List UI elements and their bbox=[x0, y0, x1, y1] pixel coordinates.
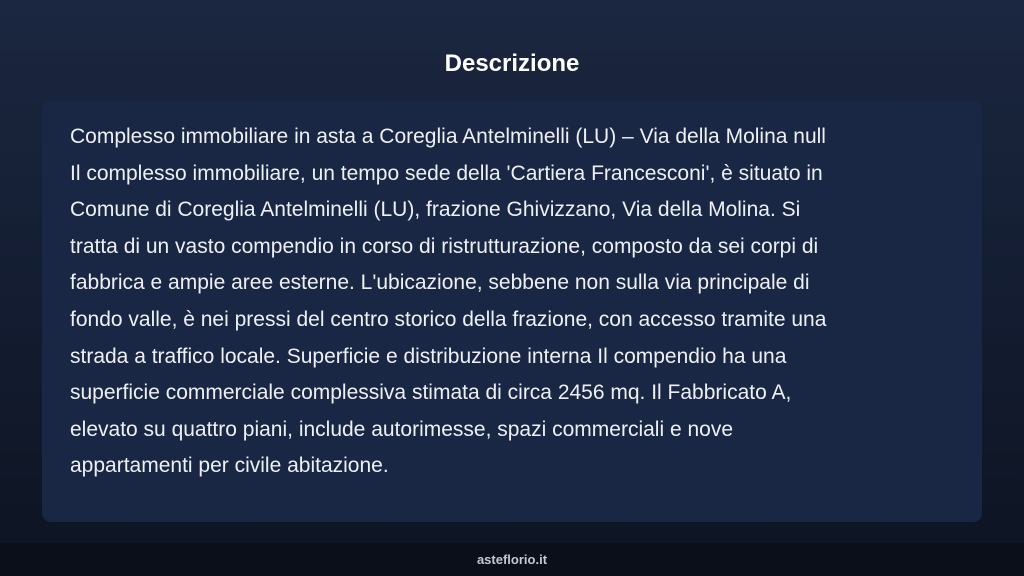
description-line: fabbrica e ampie aree esterne. L'ubicazione, sebbene non sulla via principale di bbox=[70, 271, 810, 295]
description-line: tratta di un vasto compendio in corso di ristrutturazione, composto da sei corpi di bbox=[70, 234, 819, 258]
description-line: appartamenti per civile abitazione. bbox=[70, 454, 389, 478]
footer-site-label: asteflorio.it bbox=[476, 552, 548, 567]
description-line: fondo valle, è nei pressi del centro storico della frazione, con accesso tramite una bbox=[70, 307, 827, 331]
description-card bbox=[42, 101, 982, 522]
description-line: elevato su quattro piani, include autorimesse, spazi commerciali e nove bbox=[70, 417, 734, 441]
description-line: Complesso immobiliare in asta a Coreglia Antelminelli (LU) – Via della Molina null bbox=[70, 125, 826, 148]
description-text bbox=[70, 119, 956, 485]
footer-bar bbox=[0, 543, 1024, 576]
description-line: superficie commerciale complessiva stimata di circa 2456 mq. Il Fabbricato A, bbox=[70, 381, 792, 405]
description-line: Comune di Coreglia Antelminelli (LU), frazione Ghivizzano, Via della Molina. Si bbox=[70, 198, 801, 222]
page-title: Descrizione bbox=[444, 50, 580, 77]
description-line: strada a traffico locale. Superficie e distribuzione interna Il compendio ha una bbox=[70, 344, 787, 368]
description-line: Il complesso immobiliare, un tempo sede della 'Cartiera Francesconi', è situato in bbox=[70, 161, 823, 185]
